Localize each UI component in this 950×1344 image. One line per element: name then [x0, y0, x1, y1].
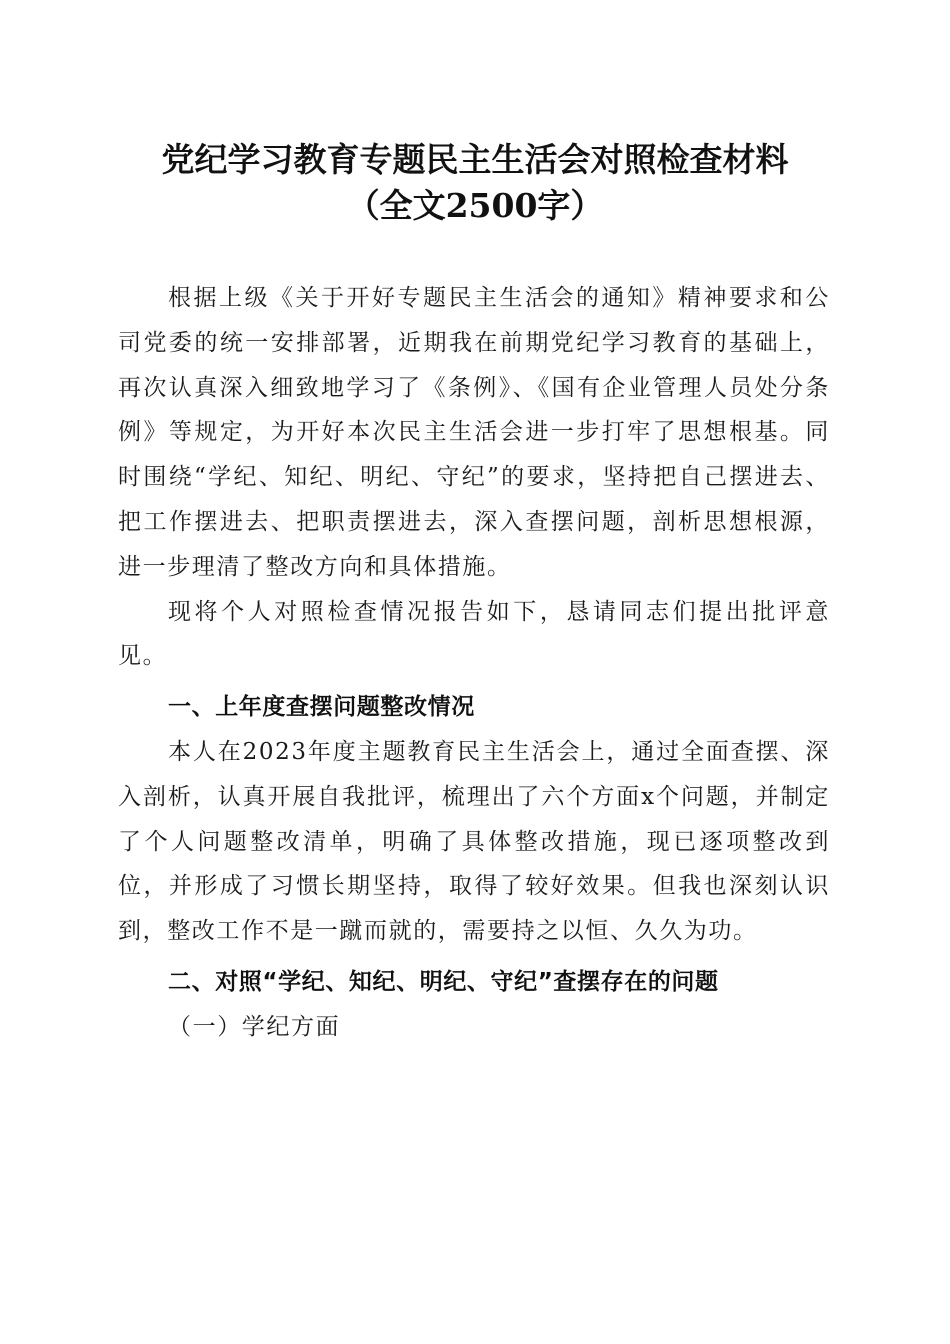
section1-paragraph: 本人在2023年度主题教育民主生活会上，通过全面查摆、深入剖析，认真开展自我批评，梳理出了六个方面x个问题，并制定了个人问题整改清单，明确了具体整改措施，现已逐项整改到位，并形成了习惯长期坚持，取得了较好效果。但我也深刻认识到，整改工作不是一蹴而就的，需要持之以恒、久久为功。: [118, 738, 830, 945]
document-subtitle: （全文2500字）: [346, 186, 604, 225]
section2-heading: 二、对照“学纪、知纪、明纪、守纪”查摆存在的问题: [168, 968, 719, 995]
document-body: [118, 276, 830, 1050]
document-title: 党纪学习教育专题民主生活会对照检查材料: [161, 140, 789, 179]
section1-heading: 一、上年度查摆问题整改情况: [168, 694, 475, 721]
subsection1-heading: （一）学纪方面: [168, 1013, 341, 1040]
report-paragraph: 现将个人对照检查情况报告如下，恳请同志们提出批评意见。: [118, 598, 830, 670]
intro-paragraph: 根据上级《关于开好专题民主生活会的通知》精神要求和公司党委的统一安排部署，近期我在前期党纪学习教育的基础上，再次认真深入细致地学习了《条例》、《国有企业管理人员处分条例》等规定，为开好本次民主生活会进一步打牢了思想根基。同时围绕“学纪、知纪、明纪、守纪”的要求，坚持把自己摆进去、把工作摆进去、把职责摆进去，深入查摆问题，剖析思想根源，进一步理清了整改方向和具体措施。: [118, 285, 830, 580]
